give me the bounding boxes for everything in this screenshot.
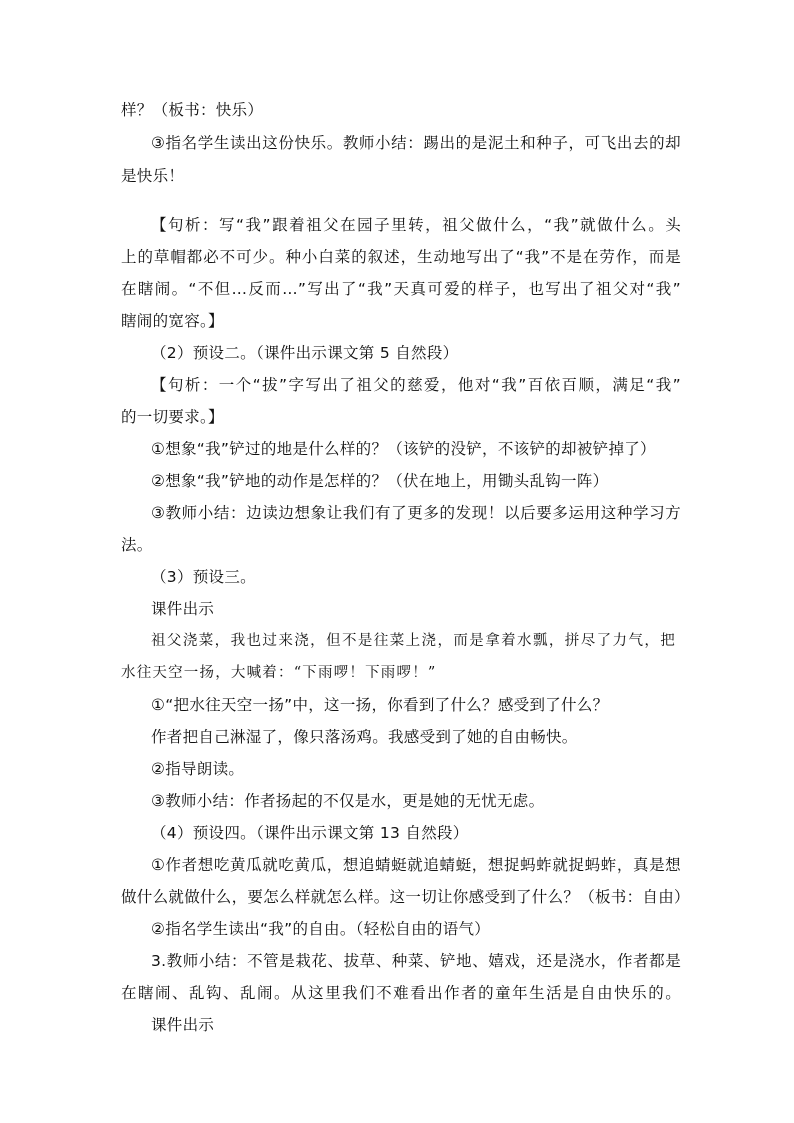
- section-heading: （3）预设三。: [151, 568, 256, 586]
- text-line: 3.教师小结：不管是栽花、拔草、种菜、铲地、嬉戏，还是浇水，作者都是: [151, 952, 681, 970]
- text-line: ①“把水往天空一扬”中，这一扬，你看到了什么？感受到了什么？: [151, 696, 609, 714]
- annotation-line: 上的草帽都必不可少。种小白菜的叙述，生动地写出了“我”不是在劳作，而是: [121, 248, 681, 266]
- text-line: ②指导朗读。: [151, 760, 245, 778]
- annotation-line: 的一切要求。】: [121, 408, 224, 426]
- quote-line: 水往天空一扬，大喊着：“下雨啰！下雨啰！”: [121, 665, 437, 681]
- quote-line: 祖父浇菜，我也过来浇，但不是往菜上浇，而是拿着水瓢，拼尽了力气，把: [151, 633, 676, 649]
- text-line: ③指名学生读出这份快乐。教师小结：踢出的是泥土和种子，可飞出去的却: [151, 134, 681, 152]
- text-line: 作者把自己淋湿了，像只落汤鸡。我感受到了她的自由畅快。: [151, 728, 578, 746]
- text-line: ①想象“我”铲过的地是什么样的？（该铲的没铲，不该铲的却被铲掉了）: [151, 440, 656, 458]
- text-line: 法。: [121, 536, 153, 554]
- text-line: ②想象“我”铲地的动作是怎样的？（伏在地上，用锄头乱钩一阵）: [151, 472, 609, 490]
- text-line: 在瞎闹、乱钩、乱闹。从这里我们不难看出作者的童年生活是自由快乐的。: [121, 984, 681, 1002]
- text-line: ①作者想吃黄瓜就吃黄瓜，想追蜻蜓就追蜻蜓，想捉蚂蚱就捉蚂蚱，真是想: [151, 856, 681, 874]
- section-heading: （2）预设二。（课件出示课文第 5 自然段）: [151, 344, 459, 362]
- annotation-line: 【句析：一个“拔”字写出了祖父的慈爱，他对“我”百依百顺，满足“我”: [151, 376, 681, 394]
- annotation-line: 在瞎闹。“不但…反而…”写出了“我”天真可爱的样子，也写出了祖父对“我”: [121, 280, 681, 298]
- annotation-line: 【句析：写“我”跟着祖父在园子里转，祖父做什么，“我”就做什么。头: [151, 216, 681, 234]
- text-line: 是快乐！: [121, 167, 185, 185]
- annotation-line: 瞎闹的宽容。】: [121, 312, 224, 330]
- section-heading: （4）预设四。（课件出示课文第 13 自然段）: [151, 824, 469, 842]
- text-line: 样？（板书：快乐）: [121, 101, 264, 119]
- text-line: ②指名学生读出“我”的自由。（轻松自由的语气）: [151, 920, 491, 938]
- text-line: ③教师小结：边读边想象让我们有了更多的发现！以后要多运用这种学习方: [151, 504, 681, 522]
- slide-label: 课件出示: [151, 1016, 215, 1034]
- text-line: 做什么就做什么，要怎么样就怎么样。这一切让你感受到了什么？（板书：自由）: [121, 888, 690, 906]
- slide-label: 课件出示: [151, 600, 215, 618]
- text-line: ③教师小结：作者扬起的不仅是水，更是她的无忧无虑。: [151, 792, 545, 810]
